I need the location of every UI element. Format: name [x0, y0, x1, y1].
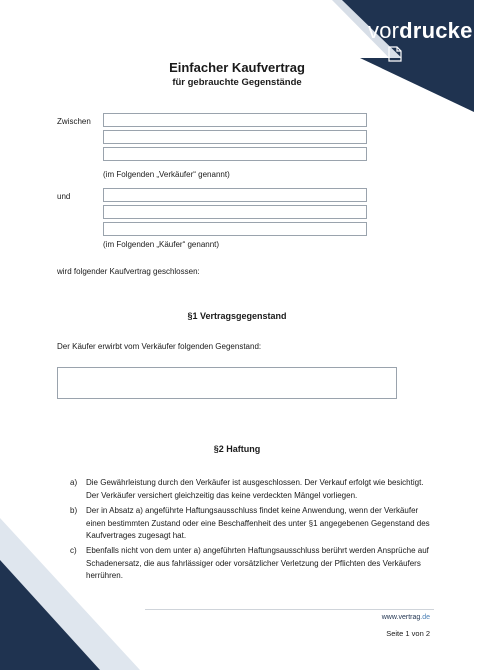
footer-url-ext: .de [420, 614, 430, 621]
footer-url-main: www.vertrag [381, 614, 421, 621]
seller-name-field[interactable] [103, 113, 367, 127]
buyer-street-field[interactable] [103, 205, 367, 219]
liability-item [70, 477, 435, 502]
document-subtitle: für gebrauchte Gegenstände [172, 77, 302, 88]
liability-item-text: Die Gewährleistung durch den Verkäufer ist ausgeschlossen. Der Verkauf erfolgt wie besichtigt. Der Verkäufer versichert gleichzeitig das keine verdeckten Mängel vorliegen. [86, 478, 424, 500]
seller-street-field[interactable] [103, 130, 367, 144]
liability-item [70, 505, 435, 543]
seller-note: (im Folgenden „Verkäufer“ genannt) [103, 170, 230, 179]
seller-city-field[interactable] [103, 147, 367, 161]
liability-item-marker: b) [70, 506, 78, 515]
buyer-note: (im Folgenden „Käufer“ genannt) [103, 240, 220, 249]
liability-item-text: Der in Absatz a) angeführte Haftungsausschluss findet keine Anwendung, wenn der Verkäufer einen bestimmten Zustand oder eine Beschaffenheit des unter §1 angegebenen Gegenstand des Kaufvertrages zugesagt hat. [86, 506, 430, 540]
item-description-field[interactable] [57, 367, 397, 399]
footer-divider [145, 609, 434, 610]
and-label: und [57, 192, 71, 201]
contract-conclusion-text: wird folgender Kaufvertrag geschlossen: [57, 267, 200, 276]
liability-item-marker: a) [70, 478, 78, 487]
page-number: Seite 1 von 2 [386, 629, 430, 638]
buyer-city-field[interactable] [103, 222, 367, 236]
between-label: Zwischen [57, 117, 91, 126]
section2-heading: §2 Haftung [213, 444, 261, 454]
liability-item-marker: c) [70, 546, 77, 555]
liability-item-text: Ebenfalls nicht von dem unter a) angeführten Haftungsausschluss berührt werden Ansprüche auf Schadenersatz, die aus fahrlässiger oder vorsätzlicher Verletzung der Pflichten des Verkäufers herrühren. [86, 546, 429, 580]
brand-logo[interactable] [368, 18, 504, 44]
buyer-name-field[interactable] [103, 188, 367, 202]
liability-item [70, 545, 435, 583]
footer-website-link[interactable] [382, 614, 430, 621]
brand-logo-part3: .de [472, 18, 504, 43]
brand-logo-part1: vor [368, 18, 400, 43]
section1-heading: §1 Vertragsgegenstand [187, 311, 287, 321]
brand-logo-part2: drucke [399, 18, 473, 43]
section1-intro: Der Käufer erwirbt vom Verkäufer folgenden Gegenstand: [57, 342, 262, 351]
document-title: Einfacher Kaufvertrag [169, 60, 305, 75]
